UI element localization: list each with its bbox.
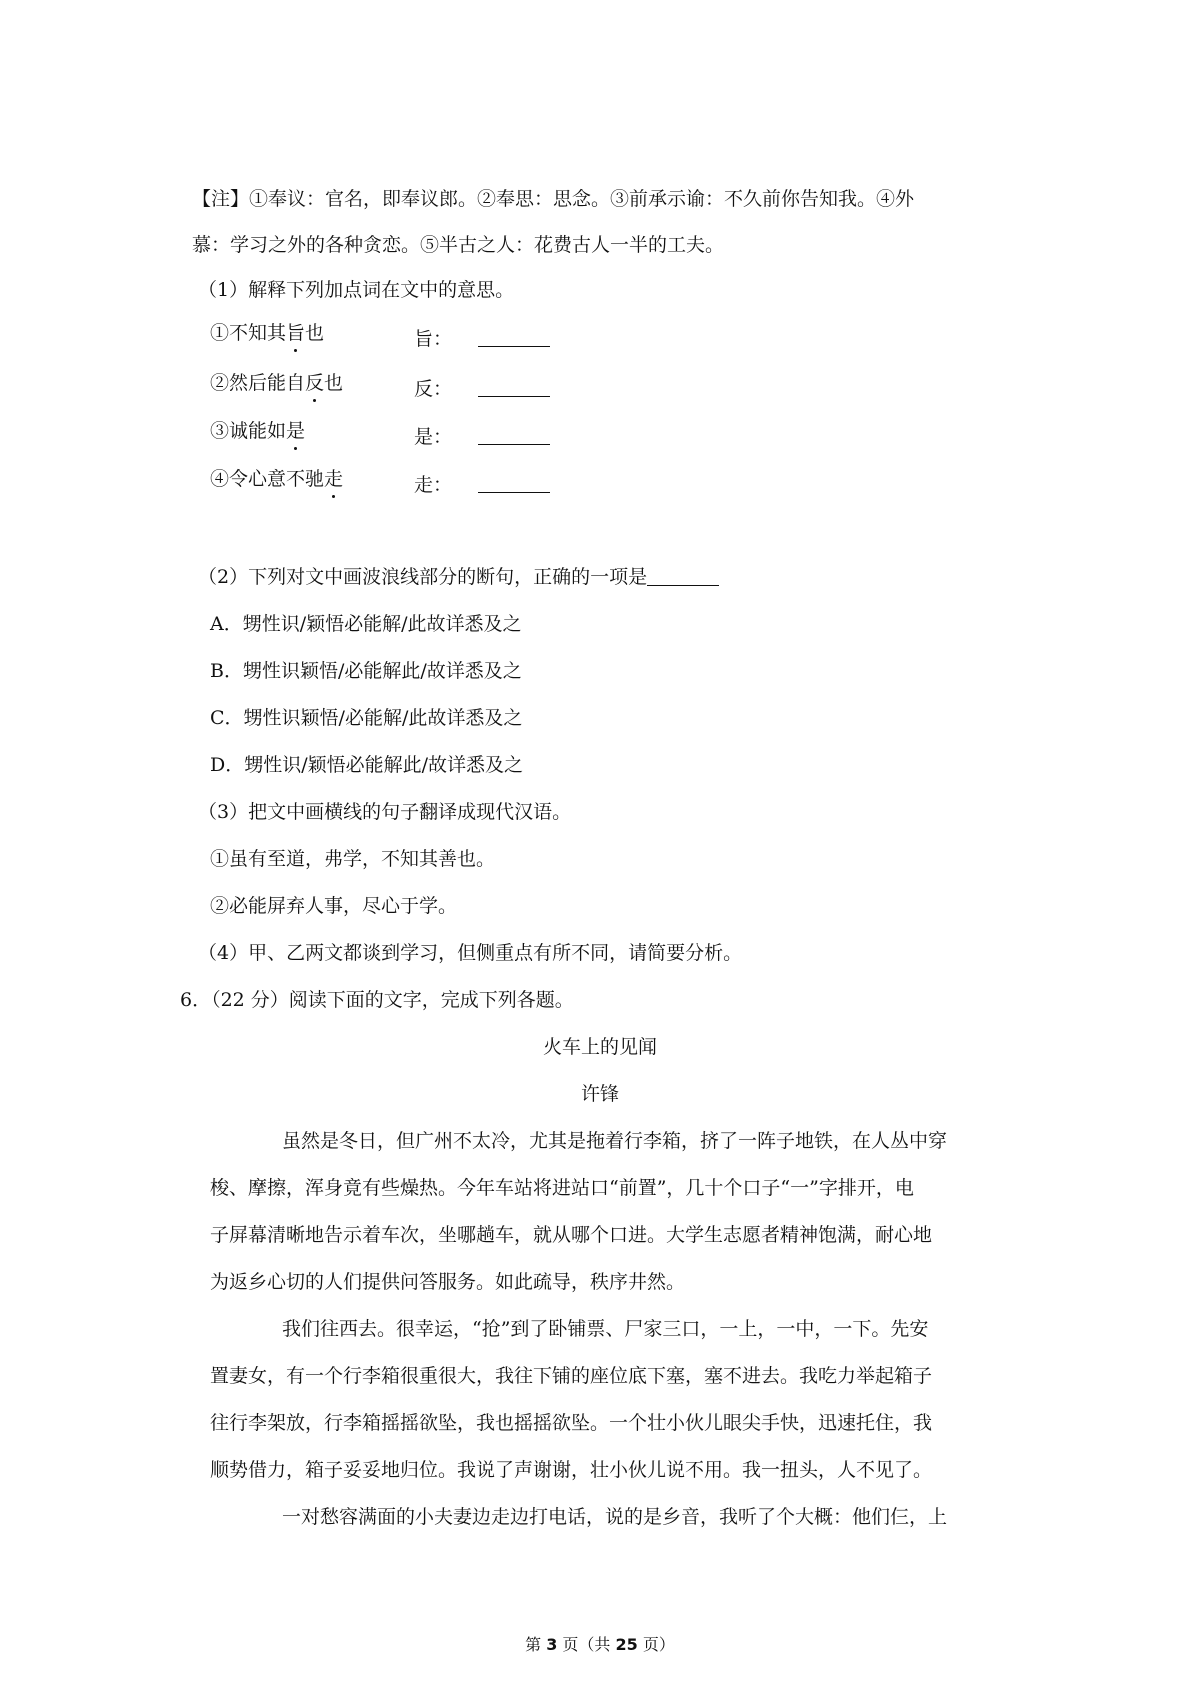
q1-item-2-answer-blank[interactable] — [478, 376, 550, 397]
article-line-7: 往行李架放，行李箱摇摇欲坠，我也摇摇欲坠。一个壮小伙儿眼尖手快，迅速托住，我 — [210, 1412, 933, 1434]
emphasis-dot-char: 走 — [324, 468, 344, 490]
article-line-9: 一对愁容满面的小夫妻边走边打电话，说的是乡音，我听了个大概：他们仨，上 — [282, 1506, 948, 1528]
q4-prompt: （4）甲、乙两文都谈到学习，但侧重点有所不同，请简要分析。 — [198, 942, 743, 964]
note-line-1: 【注】①奉议：官名，即奉议郎。②奉思：思念。③前承示谕：不久前你告知我。④外 — [192, 188, 915, 210]
page-footer: 第 3 页（共 25 页） — [525, 1635, 675, 1654]
q1-item-1-word: 旨： — [414, 328, 453, 350]
q2-option-d: D．甥性识/颖悟必能解此/故详悉及之 — [210, 754, 524, 776]
article-line-4: 为返乡心切的人们提供问答服务。如此疏导，秩序井然。 — [210, 1271, 686, 1293]
q1-item-4-phrase: ④令心意不驰走 — [210, 468, 344, 490]
article-line-8: 顺势借力，箱子妥妥地归位。我说了声谢谢，壮小伙儿说不用。我一扭头，人不见了。 — [210, 1459, 933, 1481]
page-number: 3 — [546, 1635, 558, 1654]
q1-item-4-answer-blank[interactable] — [478, 472, 550, 493]
emphasis-dot-char: 反 — [305, 372, 325, 394]
q1-item-3-word: 是： — [414, 426, 453, 448]
article-title: 火车上的见闻 — [542, 1036, 657, 1058]
article-line-6: 置妻女，有一个行李箱很重很大，我往下铺的座位底下塞，塞不进去。我吃力举起箱子 — [210, 1365, 933, 1387]
q1-item-3-phrase: ③诚能如是 — [210, 420, 306, 442]
page-total: 25 — [615, 1635, 638, 1654]
article-line-3: 子屏幕清晰地告示着车次，坐哪趟车，就从哪个口进。大学生志愿者精神饱满，耐心地 — [210, 1224, 933, 1246]
q2-option-c: C．甥性识颖悟/必能解/此故详悉及之 — [210, 707, 523, 729]
q2-prompt-row — [198, 564, 719, 590]
q1-item-1-answer-blank[interactable] — [478, 326, 550, 347]
article-line-1: 虽然是冬日，但广州不太冷，尤其是拖着行李箱，挤了一阵子地铁，在人丛中穿 — [282, 1130, 948, 1152]
q3-prompt: （3）把文中画横线的句子翻译成现代汉语。 — [198, 801, 572, 823]
emphasis-dot-char: 旨 — [286, 322, 306, 344]
article-line-5: 我们往西去。很幸运，“抢”到了卧铺票、尸家三口，一上，一中，一下。先安 — [282, 1318, 929, 1340]
q3-item-2: ②必能屏弃人事，尽心于学。 — [210, 895, 458, 917]
q1-item-3-answer-blank[interactable] — [478, 424, 550, 445]
q6-heading: 6．（22 分）阅读下面的文字，完成下列各题。 — [180, 989, 574, 1011]
q3-item-1: ①虽有至道，弗学，不知其善也。 — [210, 848, 496, 870]
q2-option-a: A．甥性识/颖悟必能解/此故详悉及之 — [210, 613, 522, 635]
q1-prompt: （1）解释下列加点词在文中的意思。 — [198, 279, 515, 301]
article-line-2: 梭、摩擦，浑身竟有些燥热。今年车站将进站口“前置”，几十个口子“一”字排开，电 — [210, 1177, 914, 1199]
q1-item-2-phrase: ②然后能自反也 — [210, 372, 344, 394]
article-author: 许锋 — [580, 1083, 619, 1105]
emphasis-dot-char: 是 — [286, 420, 306, 442]
q1-item-1-phrase: ①不知其旨也 — [210, 322, 325, 344]
q1-item-2-word: 反： — [414, 378, 453, 400]
q2-prompt: （2）下列对文中画波浪线部分的断句，正确的一项是 — [198, 566, 648, 588]
q2-answer-blank[interactable] — [647, 565, 719, 586]
note-line-2: 慕：学习之外的各种贪恋。⑤半古之人：花费古人一半的工夫。 — [192, 234, 725, 256]
q1-item-4-word: 走： — [414, 474, 453, 496]
q2-option-b: B．甥性识颖悟/必能解此/故详悉及之 — [210, 660, 522, 682]
